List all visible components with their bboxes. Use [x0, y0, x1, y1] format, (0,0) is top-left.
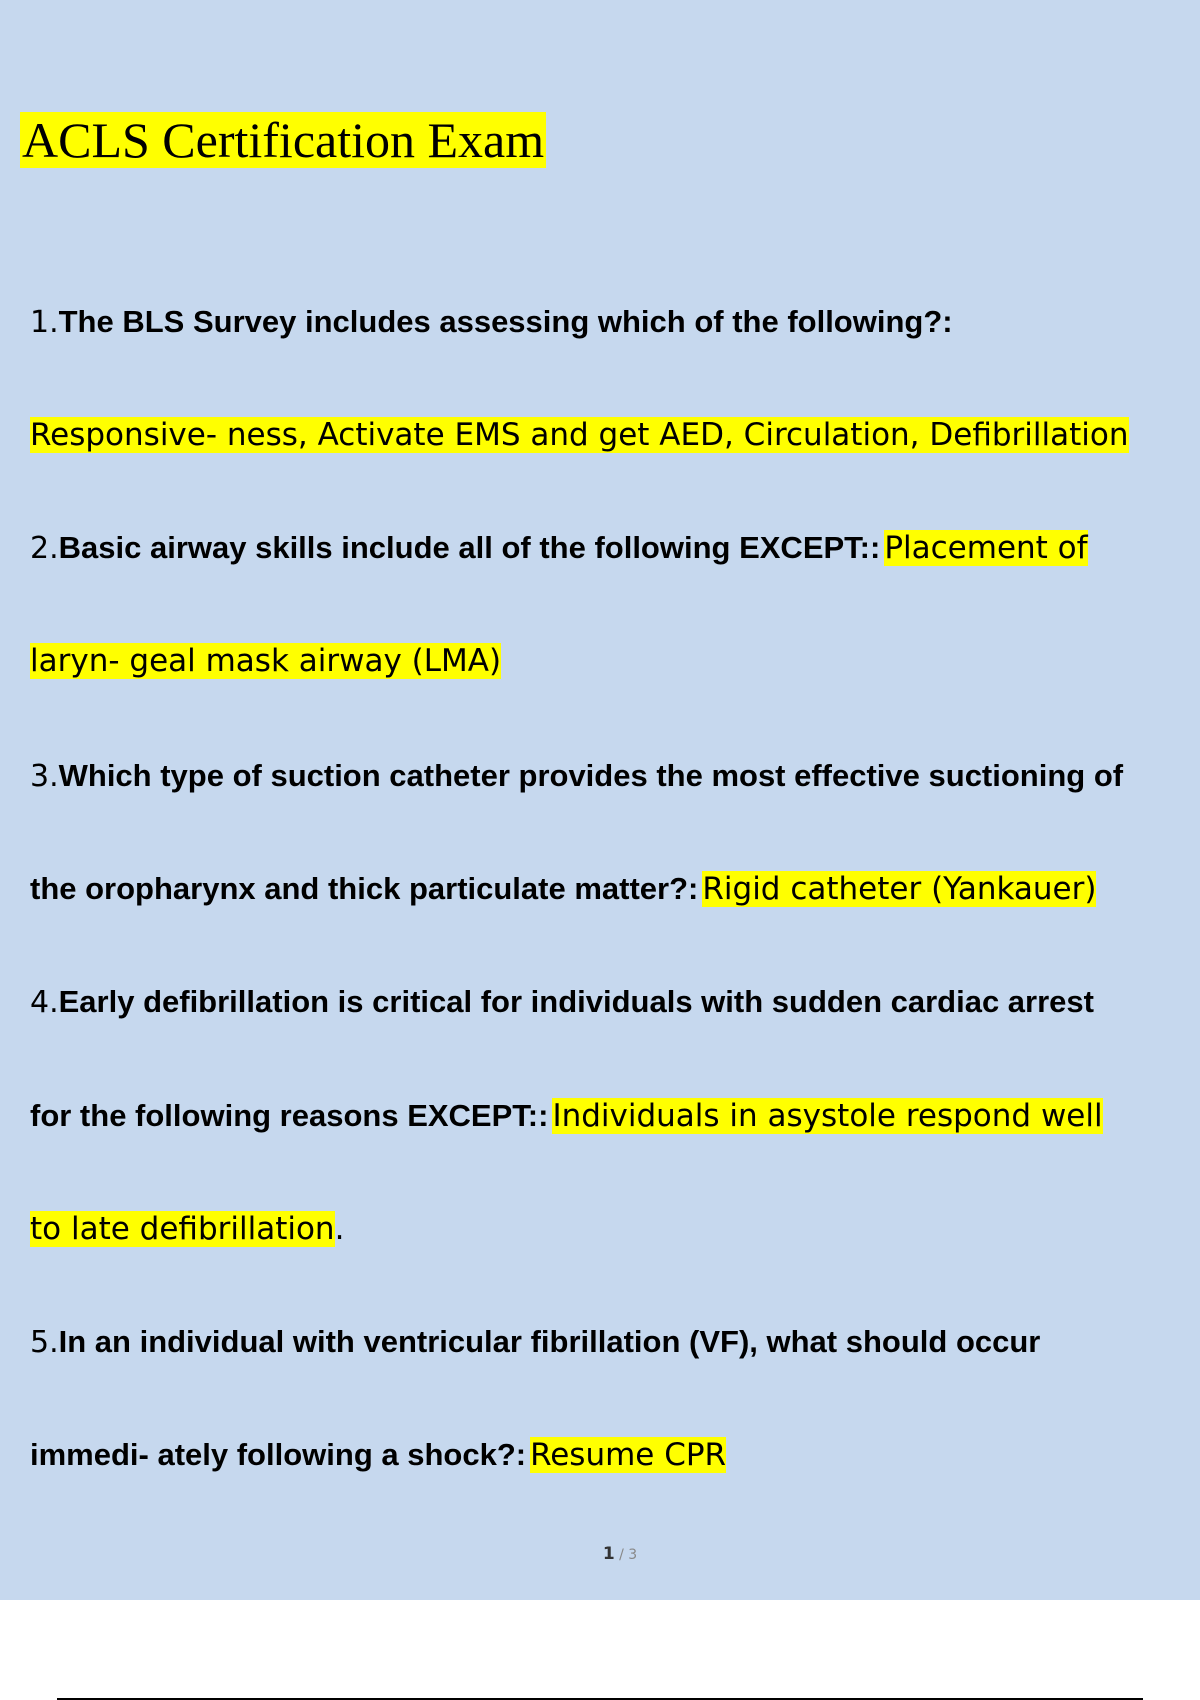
answer-4-continued — [30, 1209, 344, 1249]
question-text: immedi- ately following a shock?: — [30, 1437, 527, 1472]
answer-trailing-period: . — [334, 1211, 345, 1247]
question-4 — [30, 982, 1094, 1022]
answer-highlight: Individuals in asystole respond well — [552, 1098, 1103, 1134]
answer-highlight: Resume CPR — [530, 1437, 727, 1473]
title-highlight: ACLS Certification Exam — [22, 112, 545, 168]
question-5-continued — [30, 1435, 726, 1475]
question-number: 5. — [30, 1325, 59, 1360]
question-text: for the following reasons EXCEPT:: — [30, 1098, 549, 1133]
page-current-number: 1 — [602, 1544, 615, 1564]
answer-highlight: to late defibrillation — [30, 1211, 335, 1247]
question-number: 2. — [30, 531, 59, 566]
page-indicator — [0, 1544, 1200, 1564]
question-text: The BLS Survey includes assessing which of the following?: — [58, 304, 953, 339]
document-title — [20, 108, 546, 172]
question-1 — [30, 302, 953, 342]
question-number: 4. — [30, 985, 59, 1020]
question-3 — [30, 756, 1123, 796]
question-5 — [30, 1322, 1040, 1362]
question-text: In an individual with ventricular fibrillation (VF), what should occur — [58, 1324, 1041, 1359]
question-text: Which type of suction catheter provides the most effective suctioning of — [58, 758, 1124, 793]
question-number: 3. — [30, 759, 59, 794]
question-text: Basic airway skills include all of the following EXCEPT:: — [58, 530, 881, 565]
question-4-continued — [30, 1096, 1103, 1136]
question-2 — [30, 528, 1088, 568]
page-total: / 3 — [614, 1547, 638, 1563]
question-3-continued — [30, 869, 1096, 909]
answer-1 — [30, 415, 1129, 455]
answer-highlight: Placement of — [884, 530, 1088, 566]
answer-highlight: Responsive- ness, Activate EMS and get AED, Circulation, Defibrillation — [30, 417, 1129, 453]
answer-2-continued — [30, 641, 501, 681]
answer-highlight: laryn- geal mask airway (LMA) — [30, 643, 502, 679]
question-text: Early defibrillation is critical for individuals with sudden cardiac arrest — [58, 984, 1094, 1019]
question-text: the oropharynx and thick particulate matter?: — [30, 871, 699, 906]
answer-highlight: Rigid catheter (Yankauer) — [702, 871, 1097, 907]
question-number: 1. — [30, 305, 59, 340]
